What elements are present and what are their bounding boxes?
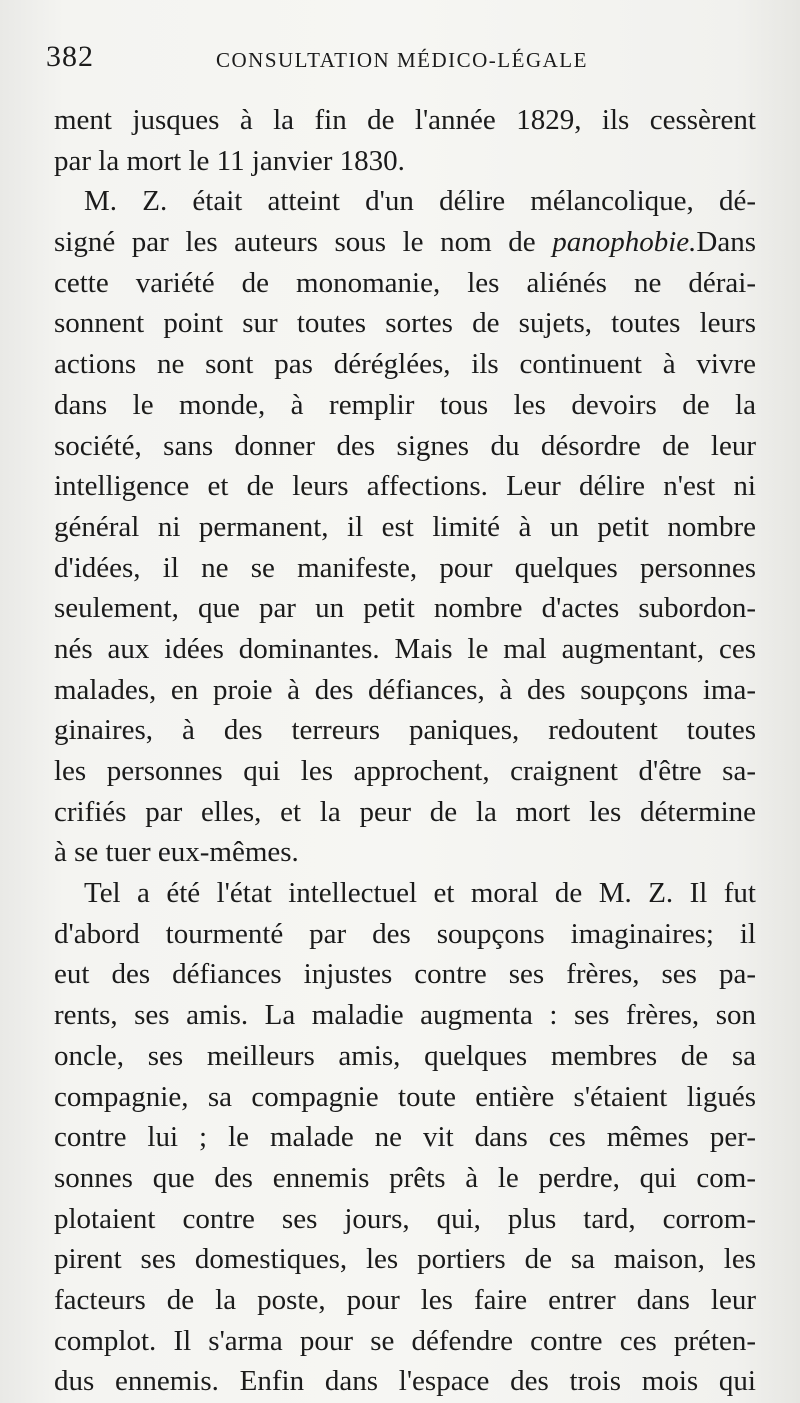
italic-term: panophobie. xyxy=(552,226,697,259)
text-line: malades, en proie à des défiances, à des soupçons ima- xyxy=(54,673,756,706)
text-segment: Dans xyxy=(696,226,756,259)
text-line: pirent ses domestiques, les portiers de sa maison, les xyxy=(54,1243,756,1276)
text-line: les personnes qui les approchent, craignent d'être sa- xyxy=(54,755,756,787)
body-text xyxy=(54,100,756,1402)
text-line: dans le monde, à remplir tous les devoirs de la xyxy=(54,388,756,421)
running-head xyxy=(40,38,760,78)
text-line: rents, ses amis. La maladie augmenta : ses frères, son xyxy=(54,999,756,1032)
page-number: 382 xyxy=(46,40,94,73)
text-line: oncle, ses meilleurs amis, quelques membres de sa xyxy=(54,1039,756,1072)
text-line: Tel a été l'état intellectuel et moral de M. Z. Il fut xyxy=(84,877,756,910)
text-line: société, sans donner des signes du désordre de leur xyxy=(54,429,756,462)
text-line: complot. Il s'arma pour se défendre contre ces préten- xyxy=(54,1324,756,1357)
text-line: contre lui ; le malade ne vit dans ces mêmes per- xyxy=(54,1121,756,1154)
text-line: compagnie, sa compagnie toute entière s'étaient ligués xyxy=(54,1080,756,1113)
text-line: par la mort le 11 janvier 1830. xyxy=(54,144,405,177)
text-line: nés aux idées dominantes. Mais le mal augmentant, ces xyxy=(54,632,756,665)
text-line: plotaient contre ses jours, qui, plus tard, corrom- xyxy=(54,1202,756,1235)
text-line xyxy=(54,222,756,263)
text-line: ginaires, à des terreurs paniques, redoutent toutes xyxy=(54,714,756,747)
text-line: M. Z. était atteint d'un délire mélancolique, dé- xyxy=(84,185,756,218)
text-line: actions ne sont pas déréglées, ils continuent à vivre xyxy=(54,348,756,381)
text-segment: signé par les auteurs sous le nom de xyxy=(54,226,536,259)
running-title: CONSULTATION MÉDICO-LÉGALE xyxy=(216,48,588,72)
text-line: intelligence et de leurs affections. Leur délire n'est ni xyxy=(54,470,756,503)
text-line: ment jusques à la fin de l'année 1829, ils cessèrent xyxy=(54,104,756,136)
text-line: sonnent point sur toutes sortes de sujets, toutes leurs xyxy=(54,307,756,340)
text-line: à se tuer eux-mêmes. xyxy=(54,836,299,869)
text-line: eut des défiances injustes contre ses frères, ses pa- xyxy=(54,958,756,991)
text-line: crifiés par elles, et la peur de la mort les détermine xyxy=(54,795,756,828)
text-line: seulement, que par un petit nombre d'actes subordon- xyxy=(54,592,756,625)
text-line: facteurs de la poste, pour les faire entrer dans leur xyxy=(54,1283,756,1316)
text-line: sonnes que des ennemis prêts à le perdre, qui com- xyxy=(54,1161,756,1194)
text-line: dus ennemis. Enfin dans l'espace des trois mois qui xyxy=(54,1365,756,1398)
text-line: d'idées, il ne se manifeste, pour quelques personnes xyxy=(54,551,756,584)
text-line: cette variété de monomanie, les aliénés ne dérai- xyxy=(54,266,756,299)
text-line: général ni permanent, il est limité à un petit nombre xyxy=(54,510,756,543)
text-line: d'abord tourmenté par des soupçons imaginaires; il xyxy=(54,917,756,950)
